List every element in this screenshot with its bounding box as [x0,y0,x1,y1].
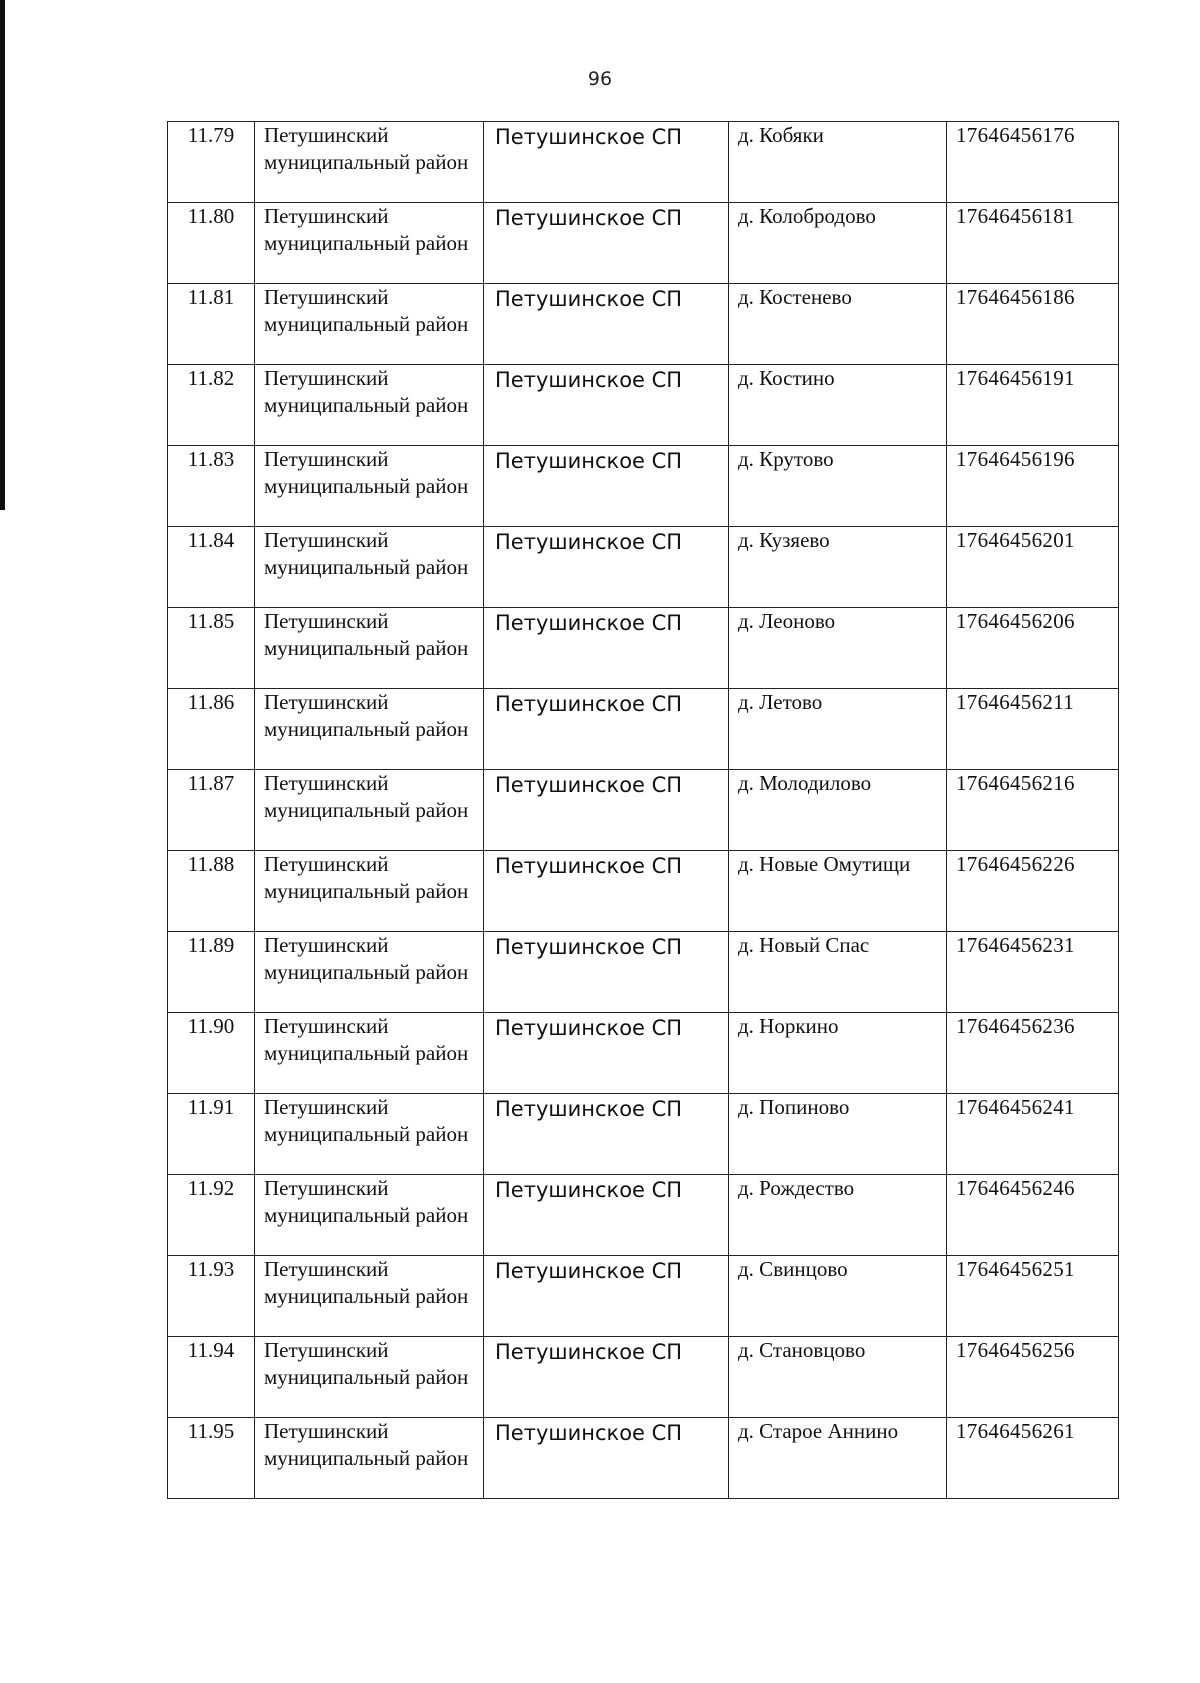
row-number: 11.91 [168,1094,255,1175]
row-number: 11.94 [168,1337,255,1418]
oktmo-code-cell: 17646456186 [947,284,1119,365]
table-row [168,770,1119,851]
row-number: 11.92 [168,1175,255,1256]
district-cell: Петушинский муниципальный район [255,284,484,365]
locality-cell: д. Кобяки [729,122,947,203]
table-row [168,932,1119,1013]
settlement-cell: Петушинское СП [484,1013,729,1094]
row-number: 11.90 [168,1013,255,1094]
row-number: 11.82 [168,365,255,446]
locality-cell: д. Норкино [729,1013,947,1094]
locality-cell: д. Колобродово [729,203,947,284]
district-cell: Петушинский муниципальный район [255,851,484,932]
oktmo-code-cell: 17646456226 [947,851,1119,932]
locality-cell: д. Новый Спас [729,932,947,1013]
district-cell: Петушинский муниципальный район [255,608,484,689]
table-row [168,851,1119,932]
settlement-cell: Петушинское СП [484,1337,729,1418]
table-row [168,1337,1119,1418]
locality-cell: д. Крутово [729,446,947,527]
table-row [168,365,1119,446]
locality-cell: д. Становцово [729,1337,947,1418]
row-number: 11.95 [168,1418,255,1499]
table-row [168,527,1119,608]
district-cell: Петушинский муниципальный район [255,689,484,770]
row-number: 11.88 [168,851,255,932]
oktmo-code-cell: 17646456236 [947,1013,1119,1094]
row-number: 11.84 [168,527,255,608]
oktmo-code-cell: 17646456256 [947,1337,1119,1418]
district-cell: Петушинский муниципальный район [255,1175,484,1256]
locality-cell: д. Попиново [729,1094,947,1175]
locality-cell: д. Леоново [729,608,947,689]
district-cell: Петушинский муниципальный район [255,770,484,851]
settlement-cell: Петушинское СП [484,851,729,932]
settlement-cell: Петушинское СП [484,1175,729,1256]
settlement-cell: Петушинское СП [484,365,729,446]
locality-cell: д. Старое Аннино [729,1418,947,1499]
settlement-cell: Петушинское СП [484,446,729,527]
oktmo-code-cell: 17646456251 [947,1256,1119,1337]
oktmo-code-cell: 17646456261 [947,1418,1119,1499]
settlement-cell: Петушинское СП [484,770,729,851]
district-cell: Петушинский муниципальный район [255,1094,484,1175]
table-row [168,1013,1119,1094]
locality-cell: д. Летово [729,689,947,770]
oktmo-code-cell: 17646456176 [947,122,1119,203]
settlement-cell: Петушинское СП [484,122,729,203]
settlement-cell: Петушинское СП [484,932,729,1013]
row-number: 11.89 [168,932,255,1013]
oktmo-code-cell: 17646456201 [947,527,1119,608]
district-cell: Петушинский муниципальный район [255,1013,484,1094]
locality-cell: д. Костино [729,365,947,446]
row-number: 11.86 [168,689,255,770]
settlement-cell: Петушинское СП [484,1094,729,1175]
settlement-cell: Петушинское СП [484,608,729,689]
locality-cell: д. Свинцово [729,1256,947,1337]
row-number: 11.85 [168,608,255,689]
table-row [168,1256,1119,1337]
table-row [168,608,1119,689]
row-number: 11.87 [168,770,255,851]
table-row [168,203,1119,284]
page-number: 96 [587,68,613,90]
district-cell: Петушинский муниципальный район [255,365,484,446]
oktmo-code-cell: 17646456181 [947,203,1119,284]
district-cell: Петушинский муниципальный район [255,1256,484,1337]
row-number: 11.93 [168,1256,255,1337]
oktmo-code-cell: 17646456216 [947,770,1119,851]
table-row [168,284,1119,365]
table-row [168,689,1119,770]
settlement-cell: Петушинское СП [484,1418,729,1499]
oktmo-code-cell: 17646456211 [947,689,1119,770]
row-number: 11.81 [168,284,255,365]
row-number: 11.80 [168,203,255,284]
localities-table [167,121,1119,1499]
locality-cell: д. Костенево [729,284,947,365]
table-row [168,122,1119,203]
row-number: 11.79 [168,122,255,203]
district-cell: Петушинский муниципальный район [255,527,484,608]
oktmo-code-cell: 17646456246 [947,1175,1119,1256]
locality-cell: д. Новые Омутищи [729,851,947,932]
settlement-cell: Петушинское СП [484,527,729,608]
oktmo-code-cell: 17646456196 [947,446,1119,527]
settlement-cell: Петушинское СП [484,203,729,284]
table-row [168,1175,1119,1256]
district-cell: Петушинский муниципальный район [255,446,484,527]
row-number: 11.83 [168,446,255,527]
district-cell: Петушинский муниципальный район [255,1418,484,1499]
district-cell: Петушинский муниципальный район [255,1337,484,1418]
settlement-cell: Петушинское СП [484,689,729,770]
settlement-cell: Петушинское СП [484,284,729,365]
oktmo-code-cell: 17646456191 [947,365,1119,446]
settlement-cell: Петушинское СП [484,1256,729,1337]
locality-cell: д. Рождество [729,1175,947,1256]
oktmo-code-cell: 17646456231 [947,932,1119,1013]
oktmo-code-cell: 17646456206 [947,608,1119,689]
district-cell: Петушинский муниципальный район [255,932,484,1013]
district-cell: Петушинский муниципальный район [255,122,484,203]
table-row [168,1418,1119,1499]
district-cell: Петушинский муниципальный район [255,203,484,284]
table-body [168,122,1119,1499]
table-row [168,1094,1119,1175]
locality-cell: д. Кузяево [729,527,947,608]
locality-cell: д. Молодилово [729,770,947,851]
oktmo-code-cell: 17646456241 [947,1094,1119,1175]
table-row [168,446,1119,527]
